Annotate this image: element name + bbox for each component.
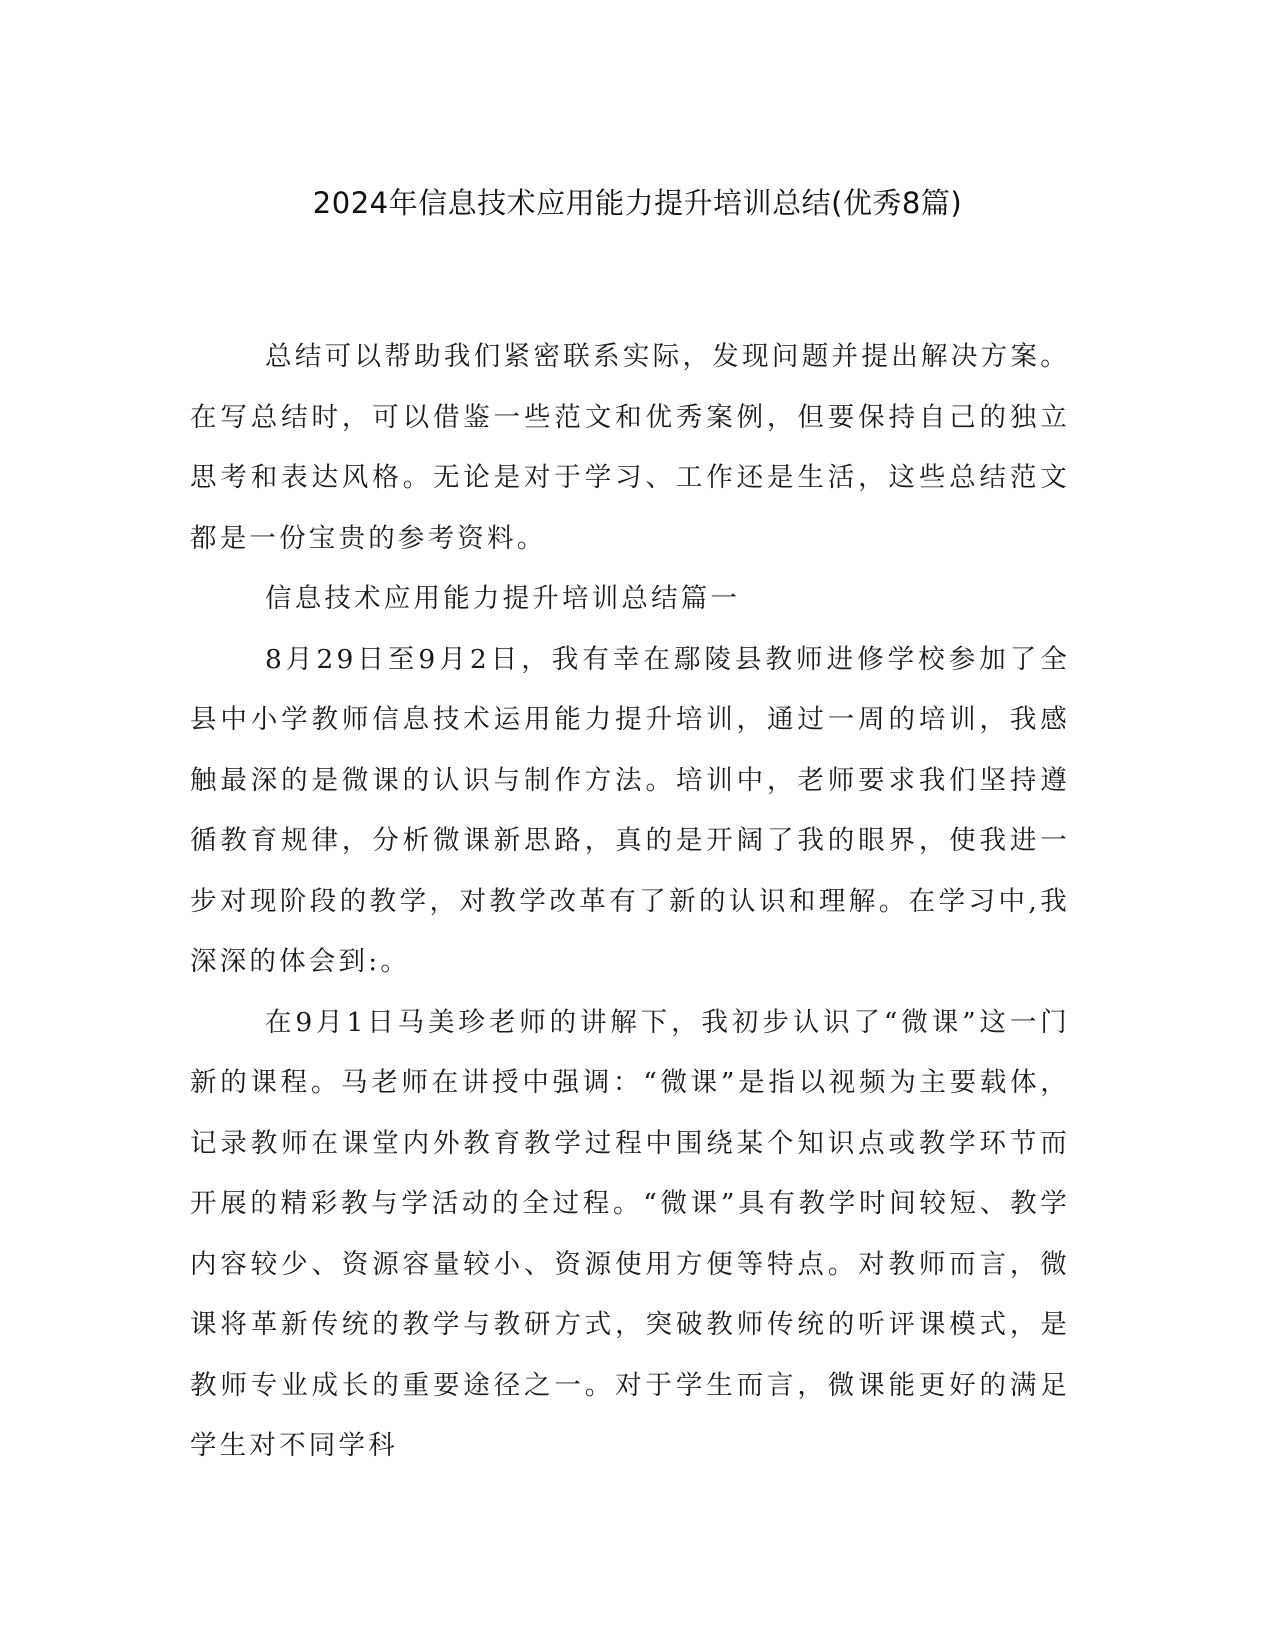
paragraph-microlesson: 在9月1日马美珍老师的讲解下，我初步认识了“微课”这一门新的课程。马老师在讲授中强调：“微课”是指以视频为主要载体，记录教师在课堂内外教育教学过程中围绕某个知识点或教学环节而开展的精彩教与学活动的全过程。“微课”具有教学时间较短、教学内容较少、资源容量较小、资源使用方便等特点。对教师而言，微课将革新传统的教学与教研方式，突破教师传统的听评课模式，是教师专业成长的重要途径之一。对于学生而言，微课能更好的满足学生对不同学科 xyxy=(190,1006,1070,1461)
document-body xyxy=(190,327,1070,1477)
document-title: 2024年信息技术应用能力提升培训总结(优秀8篇) xyxy=(312,186,963,220)
paragraph-intro: 总结可以帮助我们紧密联系实际，发现问题并提出解决方案。在写总结时，可以借鉴一些范文和优秀案例，但要保持自己的独立思考和表达风格。无论是对于学习、工作还是生活，这些总结范文都是一份宝贵的参考资料。 xyxy=(190,341,1070,554)
section-heading: 信息技术应用能力提升培训总结篇一 xyxy=(265,583,741,614)
paragraph-training-dates: 8月29日至9月2日，我有幸在鄢陵县教师进修学校参加了全县中小学教师信息技术运用能力提升培训，通过一周的培训，我感触最深的是微课的认识与制作方法。培训中，老师要求我们坚持遵循教育规律，分析微课新思路，真的是开阔了我的眼界，使我进一步对现阶段的教学，对教学改革有了新的认识和理解。在学习中,我深深的体会到:。 xyxy=(190,643,1070,977)
